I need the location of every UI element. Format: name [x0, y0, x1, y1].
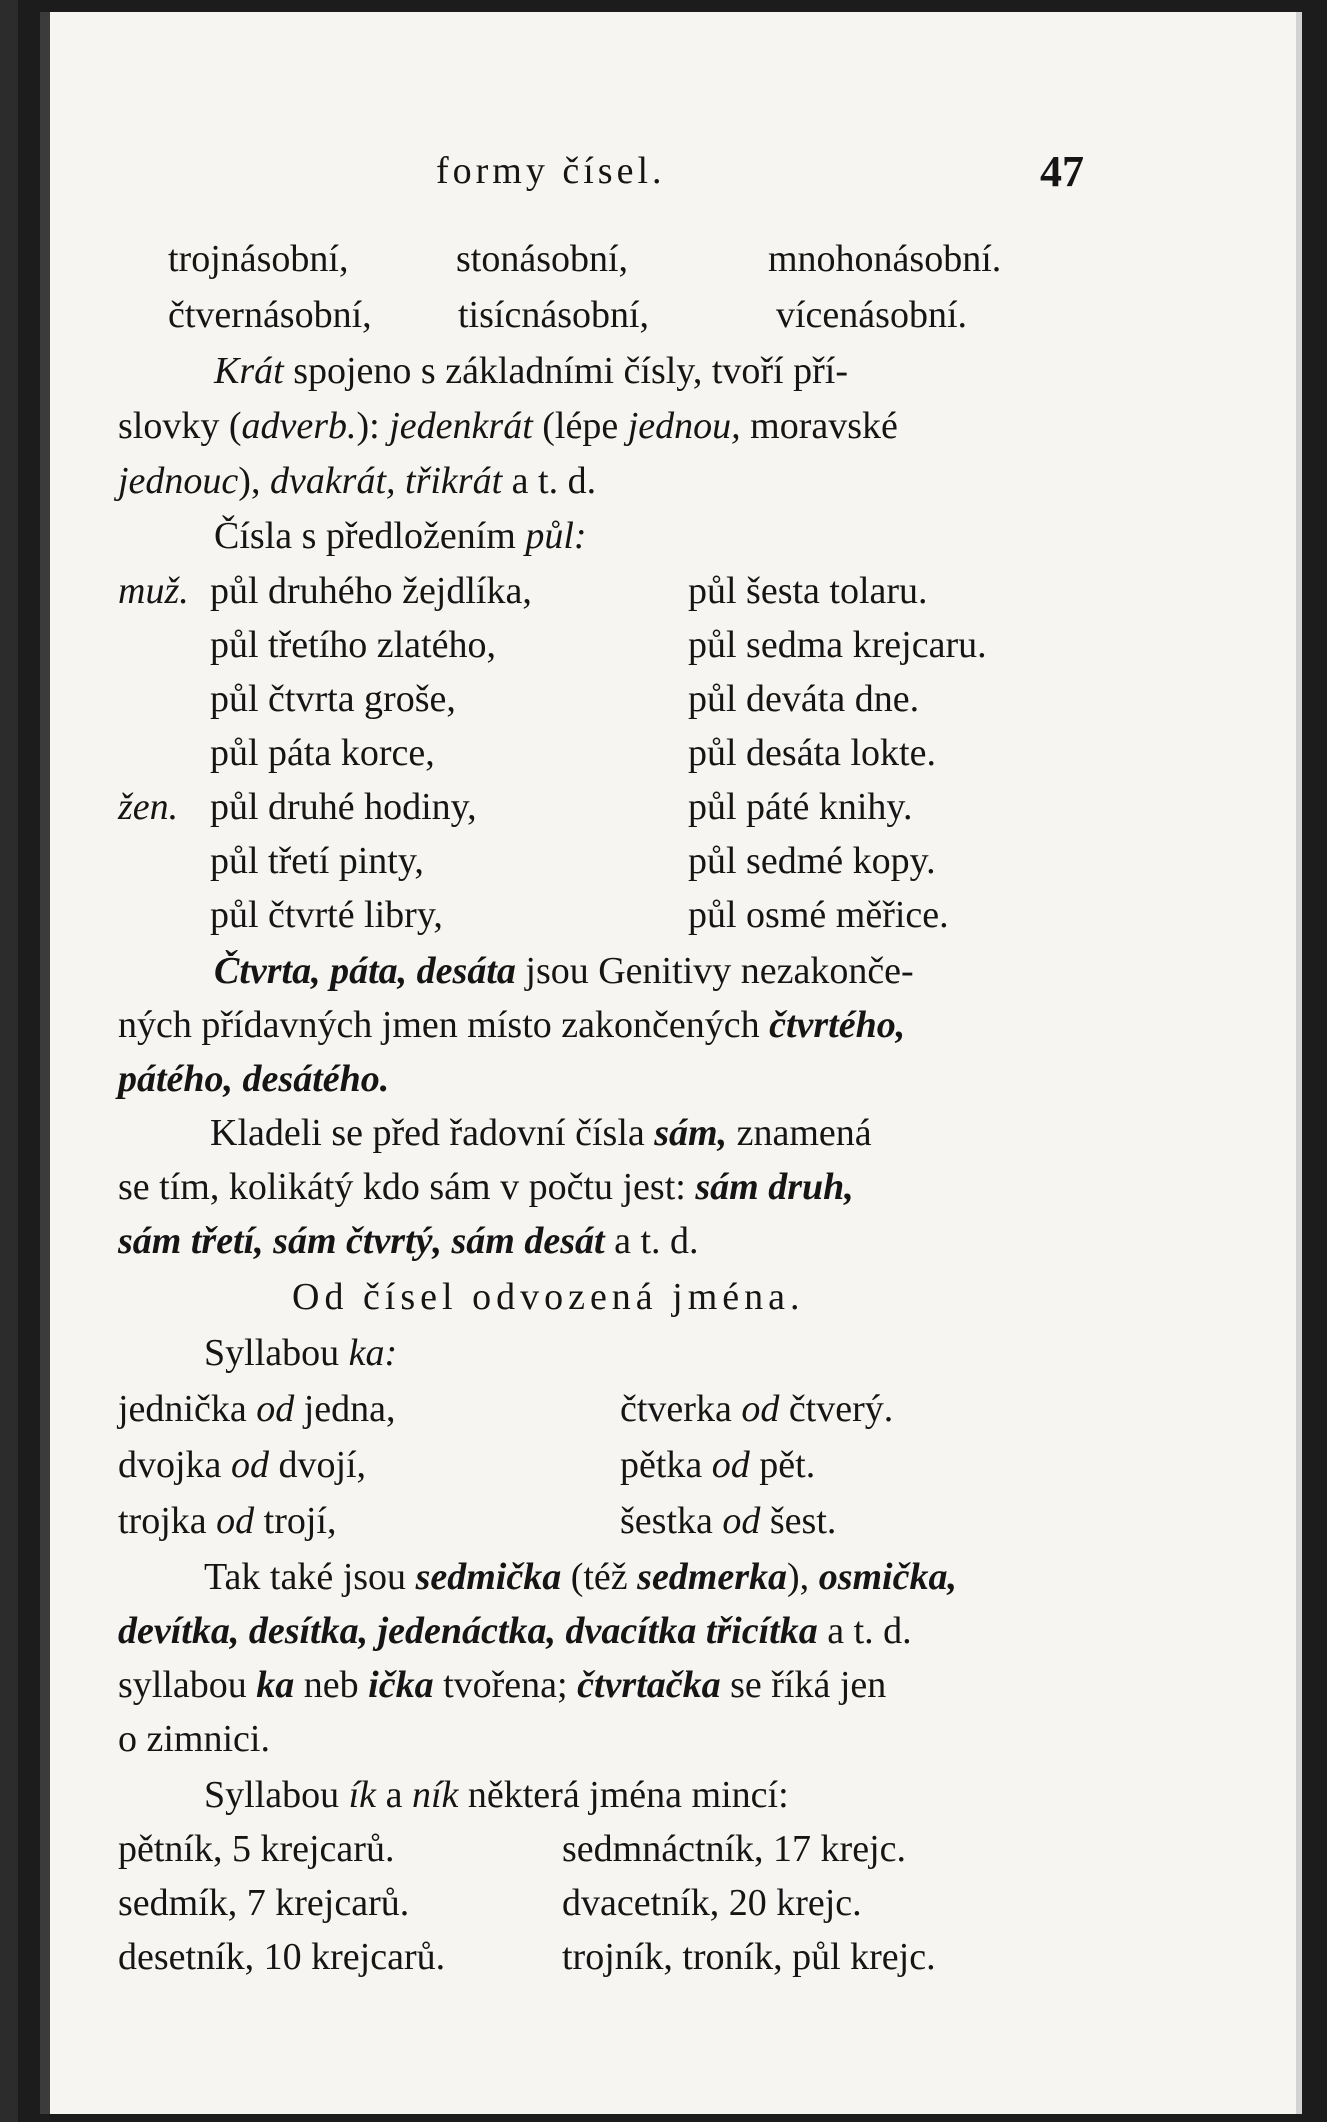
section-heading: Od čísel odvozená jména. — [292, 1276, 805, 1318]
text-line: šestka od šest. — [620, 1500, 837, 1542]
text-line: půl páta korce, — [210, 732, 435, 774]
text-line: půl třetí pinty, — [210, 840, 424, 882]
text-line: Syllabou ík a ník některá jména mincí: — [204, 1774, 789, 1816]
text-line: desetník, 10 krejcarů. — [118, 1936, 446, 1978]
text-line: půl druhého žejdlíka, — [210, 570, 532, 612]
text-line: stonásobní, — [456, 238, 629, 280]
text-line: půl sedma krejcaru. — [688, 624, 987, 666]
gender-label: žen. — [118, 786, 179, 828]
text-line: dvacetník, 20 krejc. — [562, 1882, 862, 1924]
text-line: Syllabou ka: — [204, 1332, 398, 1374]
text-line: tisícnásobní, — [458, 294, 650, 336]
text-line: Čísla s předložením půl: — [214, 515, 587, 557]
text-line: sám třetí, sám čtvrtý, sám desát a t. d. — [118, 1220, 699, 1262]
text-line: půl druhé hodiny, — [210, 786, 477, 828]
text-line: slovky (adverb.): jedenkrát (lépe jednou, moravské — [118, 405, 898, 447]
text-line: Čtvrta, páta, desáta jsou Genitivy nezakonče- — [214, 950, 914, 992]
text-line: Krát spojeno s základními čísly, tvoří pří- — [214, 350, 848, 392]
text-line: trojka od trojí, — [118, 1500, 337, 1542]
text-line: Tak také jsou sedmička (též sedmerka), osmička, — [204, 1556, 957, 1598]
text-line: půl čtvrté libry, — [210, 894, 443, 936]
text-line: mnohonásobní. — [768, 238, 1002, 280]
text-line: sedmík, 7 krejcarů. — [118, 1882, 410, 1924]
text-line: půl páté knihy. — [688, 786, 913, 828]
text-line: půl třetího zlatého, — [210, 624, 496, 666]
page-number: 47 — [1040, 147, 1084, 196]
text-line: sedmnáctník, 17 krejc. — [562, 1828, 907, 1870]
text-line: devítka, desítka, jedenáctka, dvacítka třicítka a t. d. — [118, 1610, 912, 1652]
gender-label: muž. — [118, 570, 189, 612]
text-line: dvojka od dvojí, — [118, 1444, 367, 1486]
text-line: ných přídavných jmen místo zakončených čtvrtého, — [118, 1004, 906, 1046]
text-line: půl osmé měřice. — [688, 894, 949, 936]
text-line: půl deváta dne. — [688, 678, 920, 720]
text-line: půl šesta tolaru. — [688, 570, 928, 612]
book-page — [40, 12, 1302, 2114]
text-line: pátého, desátého. — [118, 1058, 390, 1100]
book-spine-edge — [0, 0, 18, 2122]
text-line: o zimnici. — [118, 1718, 270, 1760]
text-line: půl desáta lokte. — [688, 732, 936, 774]
text-line: Kladeli se před řadovní čísla sám, znamená — [210, 1112, 872, 1154]
text-line: čtvernásobní, — [168, 294, 372, 336]
text-line: pětka od pět. — [620, 1444, 816, 1486]
running-header: formy čísel. — [436, 150, 666, 192]
text-line: jednička od jedna, — [118, 1388, 396, 1430]
text-line: půl čtvrta groše, — [210, 678, 456, 720]
text-line: půl sedmé kopy. — [688, 840, 936, 882]
text-line: vícenásobní. — [776, 294, 968, 336]
text-line: trojnásobní, — [168, 238, 349, 280]
text-line: syllabou ka neb ička tvořena; čtvrtačka se říká jen — [118, 1664, 887, 1706]
text-line: trojník, troník, půl krejc. — [562, 1936, 936, 1978]
text-line: jednouc), dvakrát, třikrát a t. d. — [118, 460, 597, 502]
text-line: se tím, kolikátý kdo sám v počtu jest: sám druh, — [118, 1166, 854, 1208]
text-line: čtverka od čtverý. — [620, 1388, 894, 1430]
text-line: pětník, 5 krejcarů. — [118, 1828, 395, 1870]
